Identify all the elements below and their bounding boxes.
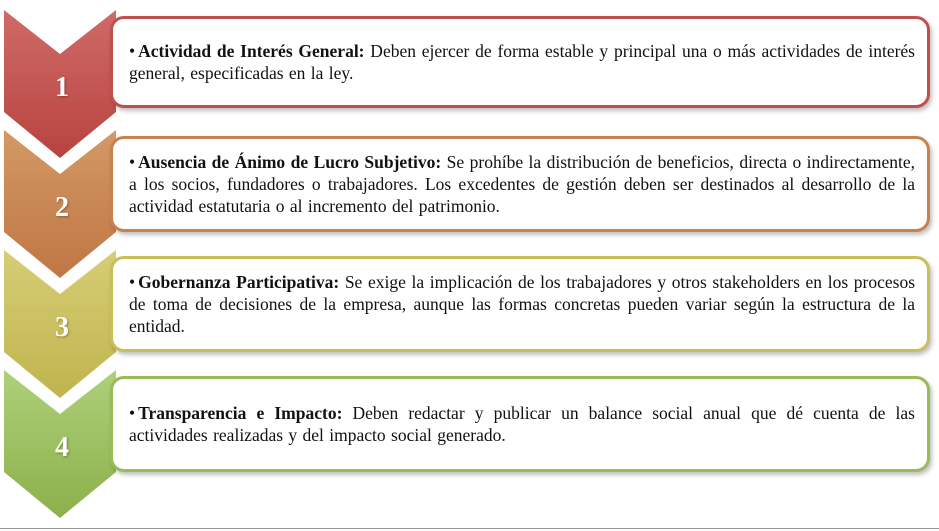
criterion-box-4 xyxy=(110,376,930,472)
criterion-title: Transparencia e Impacto: xyxy=(138,403,343,423)
criterion-text: Se prohíbe la distribución de beneficios, directa o indirectamente, a los socios, fundadores o trabajadores. Los excedentes de gestión deben ser destinados al desarrollo de la actividad estatutaria o al incremento del patrimonio. xyxy=(129,152,915,216)
bullet: • xyxy=(129,41,136,61)
step-number-1: 1 xyxy=(55,72,69,103)
criterion-box-1 xyxy=(110,16,930,108)
bullet: • xyxy=(129,272,136,292)
criterion-title: Actividad de Interés General: xyxy=(138,41,365,61)
bottom-divider xyxy=(0,528,939,529)
criterion-box-3 xyxy=(110,256,930,352)
criterion-text: Deben ejercer de forma estable y principal una o más actividades de interés general, especificadas en la ley. xyxy=(129,41,915,83)
criterion-box-2 xyxy=(110,136,930,232)
step-number-2: 2 xyxy=(55,192,69,223)
criterion-title: Ausencia de Ánimo de Lucro Subjetivo: xyxy=(138,152,442,172)
bullet: • xyxy=(129,152,136,172)
criterion-text: Deben redactar y publicar un balance social anual que dé cuenta de las actividades realizadas y del impacto social generado. xyxy=(129,403,915,445)
step-number-4: 4 xyxy=(55,432,69,463)
criterion-title: Gobernanza Participativa: xyxy=(138,272,340,292)
step-number-3: 3 xyxy=(55,312,69,343)
bullet: • xyxy=(129,403,136,423)
criterion-text: Se exige la implicación de los trabajadores y otros stakeholders en los procesos de toma de decisiones de la empresa, aunque las formas concretas pueden variar según la estructura de la entidad. xyxy=(129,272,915,336)
